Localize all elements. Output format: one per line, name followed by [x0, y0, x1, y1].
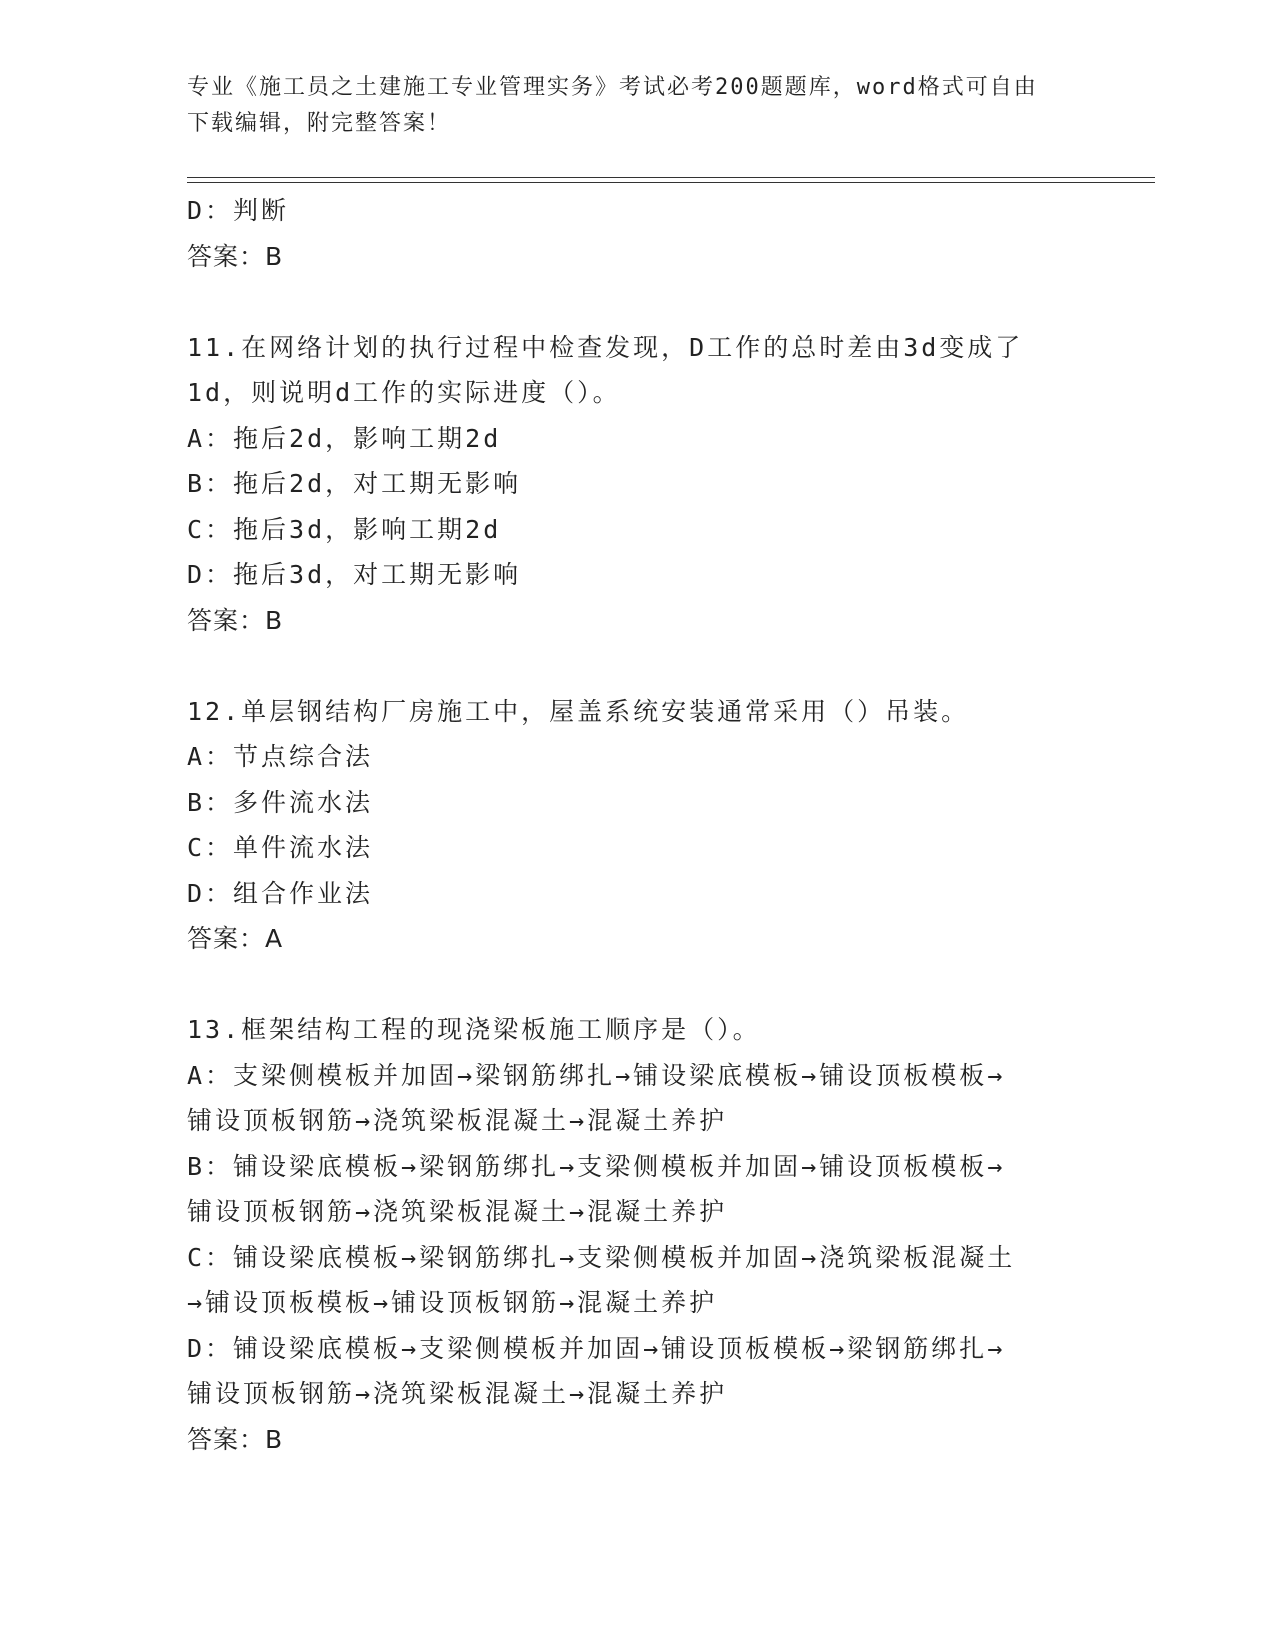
- question-stem: 12.单层钢结构厂房施工中，屋盖系统安装通常采用（）吊装。: [187, 696, 970, 726]
- option-c: C：铺设梁底模板→梁钢筋绑扎→支梁侧模板并加固→浇筑梁板混凝土: [187, 1242, 1016, 1272]
- option-d: D：拖后3d，对工期无影响: [187, 560, 522, 589]
- option-a: A：支梁侧模板并加固→梁钢筋绑扎→铺设梁底模板→铺设顶板模板→: [187, 1060, 1006, 1090]
- spacer: [187, 643, 1087, 689]
- question-11: [187, 325, 1087, 644]
- option-a-cont: 铺设顶板钢筋→浇筑梁板混凝土→混凝土养护: [187, 1106, 728, 1135]
- option-b: B：拖后2d，对工期无影响: [187, 469, 522, 498]
- question-stem-cont: 1d，则说明d工作的实际进度（）。: [187, 378, 621, 407]
- option-c-cont: →铺设顶板模板→铺设顶板钢筋→混凝土养护: [187, 1288, 718, 1317]
- option-d: D：铺设梁底模板→支梁侧模板并加固→铺设顶板模板→梁钢筋绑扎→: [187, 1333, 1006, 1363]
- option-b-cont: 铺设顶板钢筋→浇筑梁板混凝土→混凝土养护: [187, 1197, 728, 1226]
- option-a: A：拖后2d，影响工期2d: [187, 423, 502, 453]
- page-header: [187, 70, 1087, 142]
- answer-line: 答案：B: [187, 605, 284, 635]
- header-divider-top: [187, 177, 1155, 178]
- answer-line: 答案：A: [187, 924, 284, 953]
- option-a: A：节点综合法: [187, 742, 374, 771]
- header-line-1: 专业《施工员之土建施工专业管理实务》考试必考200题题库，word格式可自由: [187, 75, 1038, 100]
- question-12: [187, 689, 1087, 962]
- option-d-cont: 铺设顶板钢筋→浇筑梁板混凝土→混凝土养护: [187, 1379, 728, 1408]
- header-line-2: 下载编辑，附完整答案！: [187, 111, 452, 136]
- option-d: D：判断: [187, 196, 290, 225]
- answer-line: 答案：B: [187, 241, 284, 271]
- previous-question-tail: [187, 188, 1087, 279]
- question-stem: 13.框架结构工程的现浇梁板施工顺序是（）。: [187, 1015, 761, 1044]
- spacer: [187, 962, 1087, 1008]
- spacer: [187, 279, 1087, 325]
- document-body: [187, 188, 1087, 1462]
- question-13: [187, 1007, 1087, 1462]
- answer-line: 答案：B: [187, 1424, 284, 1454]
- option-c: C：单件流水法: [187, 833, 374, 862]
- option-b: B：多件流水法: [187, 787, 374, 817]
- option-b: B：铺设梁底模板→梁钢筋绑扎→支梁侧模板并加固→铺设顶板模板→: [187, 1151, 1006, 1181]
- option-c: C：拖后3d，影响工期2d: [187, 514, 502, 544]
- option-d: D：组合作业法: [187, 878, 374, 908]
- header-divider-bottom: [187, 182, 1155, 183]
- question-stem: 11.在网络计划的执行过程中检查发现，D工作的总时差由3d变成了: [187, 332, 1024, 362]
